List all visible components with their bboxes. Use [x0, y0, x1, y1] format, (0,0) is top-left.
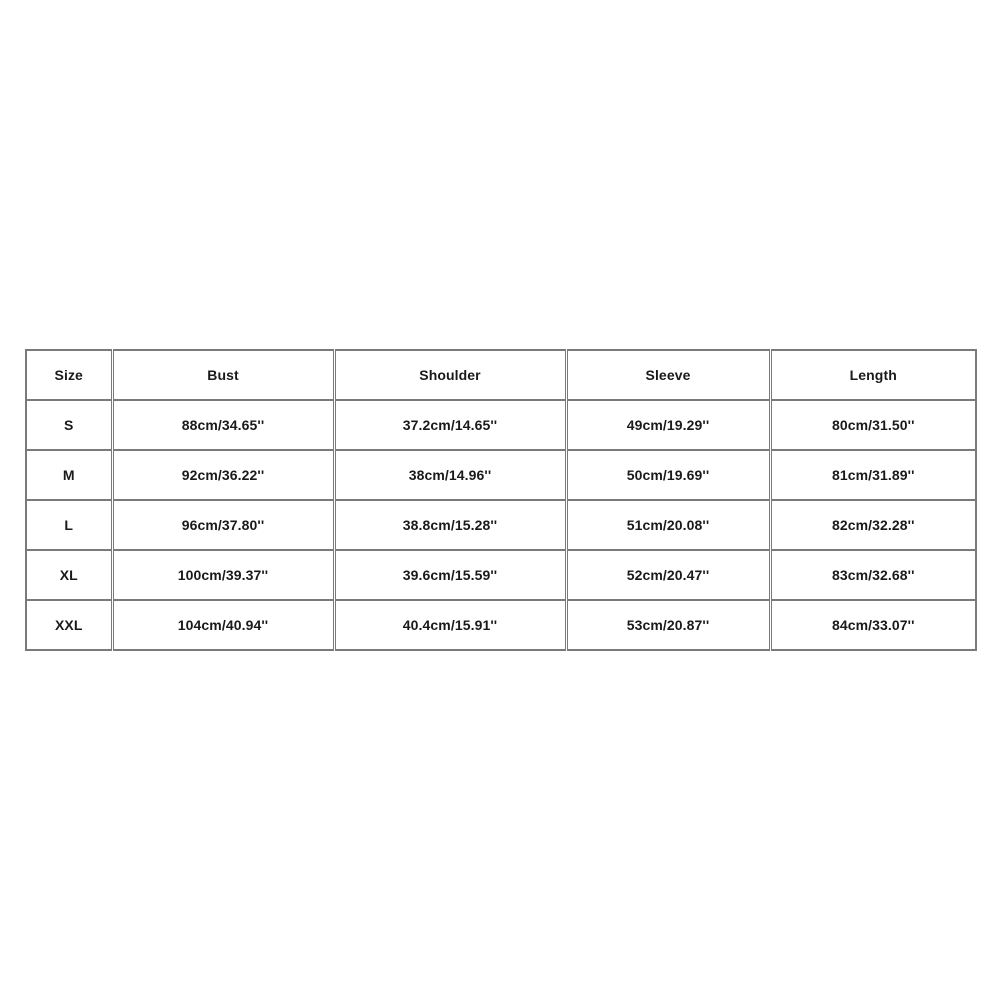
- table-row: [26, 450, 976, 500]
- size-chart-table: [25, 349, 977, 651]
- cell-bust: 88cm/34.65'': [112, 400, 334, 450]
- table-row: [26, 400, 976, 450]
- cell-length: 84cm/33.07'': [770, 600, 976, 650]
- cell-shoulder: 40.4cm/15.91'': [334, 600, 566, 650]
- cell-length: 81cm/31.89'': [770, 450, 976, 500]
- cell-sleeve: 52cm/20.47'': [566, 550, 770, 600]
- header-size: Size: [26, 350, 112, 400]
- table-row: [26, 600, 976, 650]
- cell-sleeve: 50cm/19.69'': [566, 450, 770, 500]
- header-sleeve: Sleeve: [566, 350, 770, 400]
- cell-size: M: [26, 450, 112, 500]
- header-bust: Bust: [112, 350, 334, 400]
- cell-size: S: [26, 400, 112, 450]
- cell-length: 80cm/31.50'': [770, 400, 976, 450]
- cell-bust: 100cm/39.37'': [112, 550, 334, 600]
- cell-sleeve: 53cm/20.87'': [566, 600, 770, 650]
- cell-shoulder: 39.6cm/15.59'': [334, 550, 566, 600]
- cell-shoulder: 37.2cm/14.65'': [334, 400, 566, 450]
- cell-bust: 92cm/36.22'': [112, 450, 334, 500]
- table-header-row: [26, 350, 976, 400]
- table-row: [26, 550, 976, 600]
- cell-size: XL: [26, 550, 112, 600]
- cell-size: XXL: [26, 600, 112, 650]
- cell-sleeve: 51cm/20.08'': [566, 500, 770, 550]
- header-shoulder: Shoulder: [334, 350, 566, 400]
- cell-shoulder: 38.8cm/15.28'': [334, 500, 566, 550]
- cell-length: 82cm/32.28'': [770, 500, 976, 550]
- header-length: Length: [770, 350, 976, 400]
- cell-sleeve: 49cm/19.29'': [566, 400, 770, 450]
- cell-length: 83cm/32.68'': [770, 550, 976, 600]
- cell-shoulder: 38cm/14.96'': [334, 450, 566, 500]
- cell-bust: 104cm/40.94'': [112, 600, 334, 650]
- cell-bust: 96cm/37.80'': [112, 500, 334, 550]
- table-row: [26, 500, 976, 550]
- cell-size: L: [26, 500, 112, 550]
